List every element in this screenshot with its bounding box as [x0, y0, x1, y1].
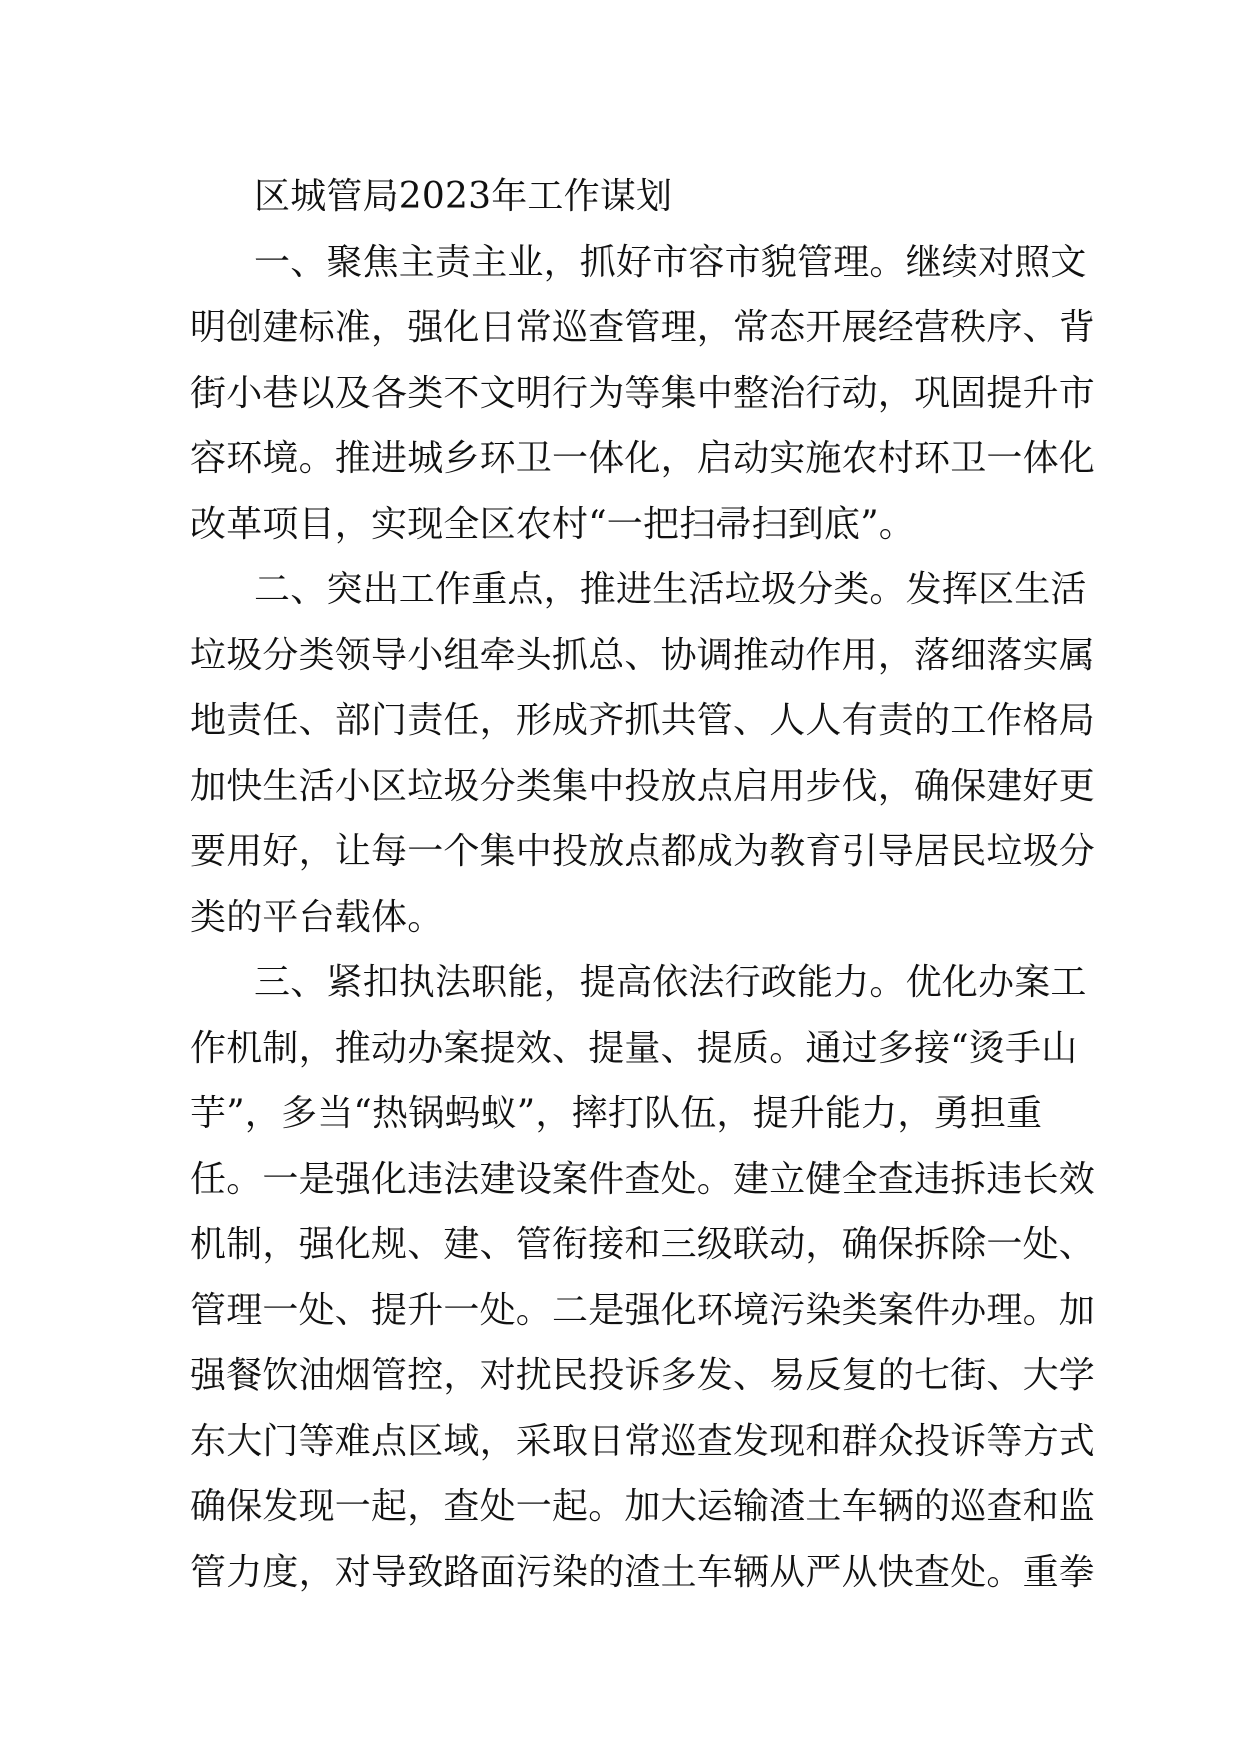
document-title: 区城管局2023年工作谋划: [254, 176, 673, 217]
paragraph-2-line: 要用好，让每一个集中投放点都成为教育引导居民垃圾分: [190, 831, 1096, 872]
paragraph-1-line: 容环境。推进城乡环卫一体化，启动实施农村环卫一体化: [190, 438, 1096, 479]
paragraph-3-line: 三、紧扣执法职能，提高依法行政能力。优化办案工: [254, 962, 1087, 1003]
document-body: [190, 164, 1096, 1605]
paragraph-2-line: 二、突出工作重点，推进生活垃圾分类。发挥区生活: [254, 569, 1087, 610]
paragraph-3-line: 芋”，多当“热锅蚂蚁”，摔打队伍，提升能力，勇担重: [190, 1093, 1043, 1134]
paragraph-3-line: 管理一处、提升一处。二是强化环境污染类案件办理。加: [190, 1289, 1096, 1331]
paragraph-3-line: 管力度，对导致路面污染的渣土车辆从严从快查处。重拳: [190, 1551, 1096, 1593]
paragraph-1-line: 明创建标准，强化日常巡查管理，常态开展经营秩序、背: [190, 307, 1096, 348]
paragraph-3-line: 机制，强化规、建、管衔接和三级联动，确保拆除一处、: [190, 1224, 1096, 1265]
paragraph-2-line: 加快生活小区垃圾分类集中投放点启用步伐，确保建好更: [190, 765, 1096, 807]
paragraph-2-line: 垃圾分类领导小组牵头抓总、协调推动作用，落细落实属: [190, 634, 1096, 676]
paragraph-1-line: 街小巷以及各类不文明行为等集中整治行动，巩固提升市: [190, 372, 1096, 414]
paragraph-3-line: 东大门等难点区域，采取日常巡查发现和群众投诉等方式: [190, 1420, 1096, 1462]
paragraph-2-line: 类的平台载体。: [190, 896, 444, 938]
paragraph-3-line: 确保发现一起，查处一起。加大运输渣土车辆的巡查和监: [190, 1486, 1096, 1527]
paragraph-3-line: 强餐饮油烟管控，对扰民投诉多发、易反复的七街、大学: [190, 1355, 1096, 1396]
paragraph-1-line: 一、聚焦主责主业，抓好市容市貌管理。继续对照文: [254, 241, 1087, 283]
paragraph-3-line: 任。一是强化违法建设案件查处。建立健全查违拆违长效: [190, 1158, 1096, 1200]
paragraph-1-line: 改革项目，实现全区农村“一把扫帚扫到底”。: [190, 503, 916, 545]
paragraph-2-line: 地责任、部门责任，形成齐抓共管、人人有责的工作格局: [190, 700, 1096, 741]
paragraph-3-line: 作机制，推动办案提效、提量、提质。通过多接“烫手山: [190, 1027, 1078, 1069]
